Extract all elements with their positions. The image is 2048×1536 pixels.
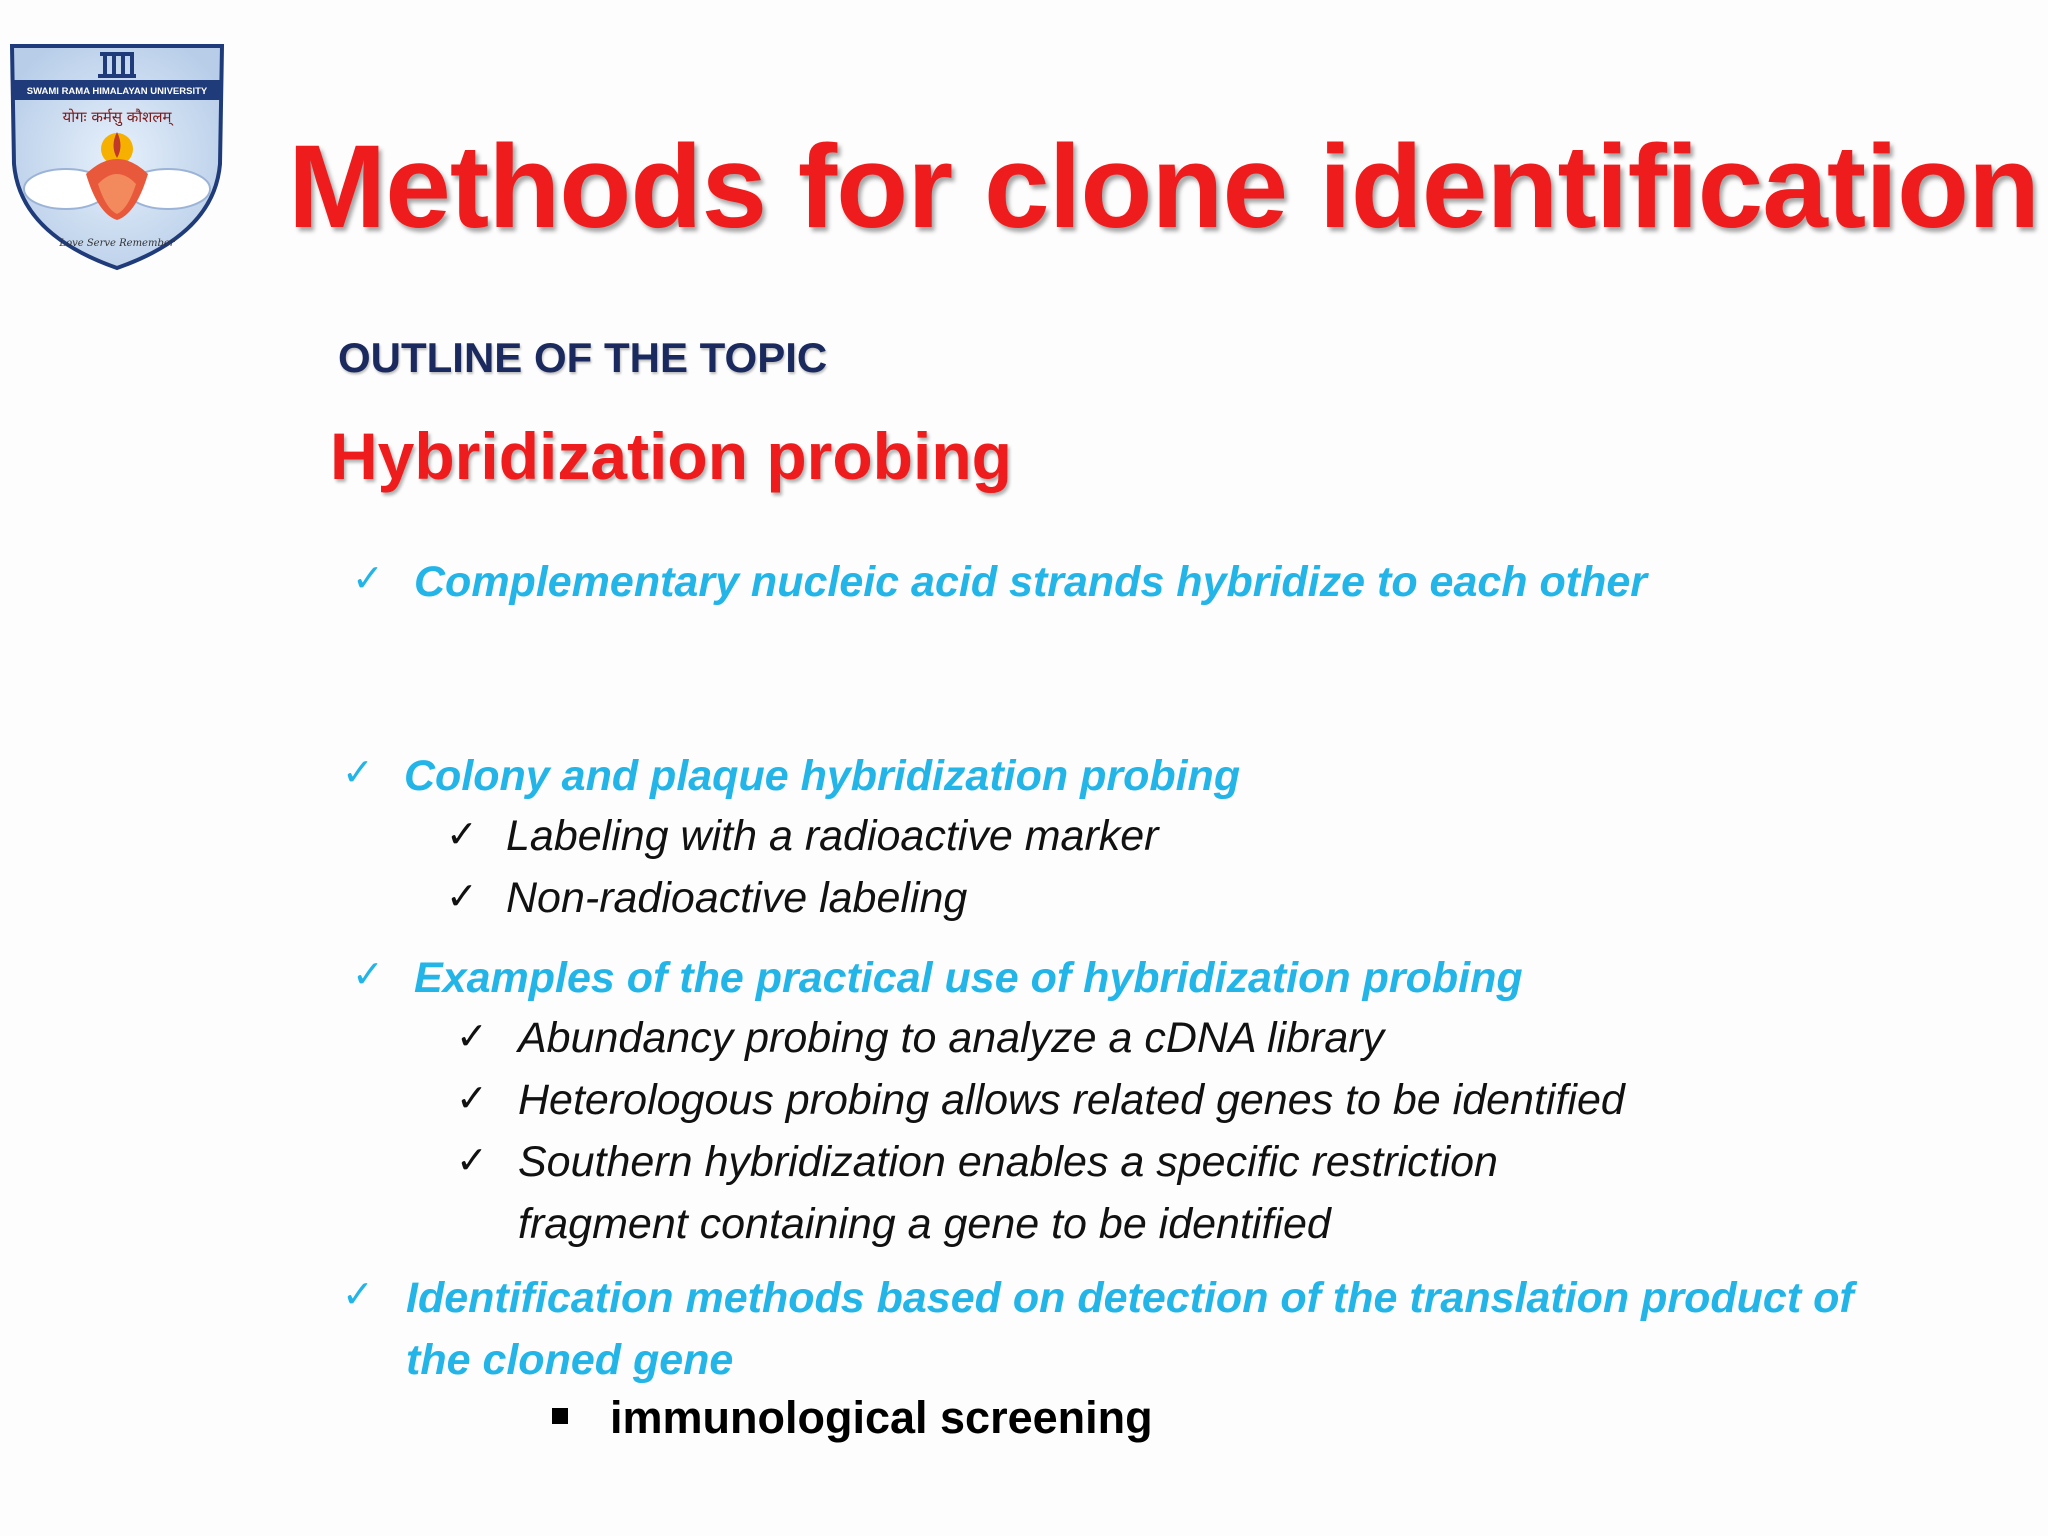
check-icon: ✓ (456, 1140, 488, 1182)
bullet-item-4: Identification methods based on detection of the translation product of (406, 1274, 1854, 1322)
check-icon: ✓ (342, 752, 374, 794)
bullet-item-2: Colony and plaque hybridization probing (404, 752, 1241, 800)
university-logo (6, 24, 228, 272)
university-crest-icon (6, 24, 228, 272)
bullet-item-3: Examples of the practical use of hybridization probing (414, 954, 1523, 1002)
sub-item-3-2: Heterologous probing allows related genes to be identified (518, 1076, 1625, 1124)
slide-title: Methods for clone identification (288, 121, 2040, 253)
sub-item-4-1: immunological screening (610, 1392, 1153, 1443)
check-icon: ✓ (342, 1274, 374, 1316)
check-icon: ✓ (456, 1016, 488, 1058)
sub-item-3-3-cont: fragment containing a gene to be identified (518, 1200, 1331, 1248)
logo-motto: Love Serve Remember (59, 238, 175, 249)
logo-university-name: SWAMI RAMA HIMALAYAN UNIVERSITY (26, 86, 208, 97)
check-icon: ✓ (352, 558, 384, 600)
square-bullet-icon (552, 1408, 568, 1424)
check-icon: ✓ (456, 1078, 488, 1120)
sub-item-3-1: Abundancy probing to analyze a cDNA library (518, 1014, 1385, 1062)
section-heading: Hybridization probing (330, 419, 1012, 493)
check-icon: ✓ (446, 876, 478, 918)
bullet-item-4-cont: the cloned gene (406, 1336, 734, 1384)
sub-item-2-1: Labeling with a radioactive marker (506, 812, 1159, 860)
sub-item-3-3: Southern hybridization enables a specific restriction (518, 1138, 1498, 1186)
bullet-item-1: Complementary nucleic acid strands hybridize to each other (414, 558, 1647, 606)
logo-sanskrit-text: योगः कर्मसु कौशलम् (62, 108, 172, 126)
outline-heading: OUTLINE OF THE TOPIC (338, 334, 828, 381)
check-icon: ✓ (446, 814, 478, 856)
sub-item-2-2: Non-radioactive labeling (506, 874, 968, 922)
check-icon: ✓ (352, 954, 384, 996)
